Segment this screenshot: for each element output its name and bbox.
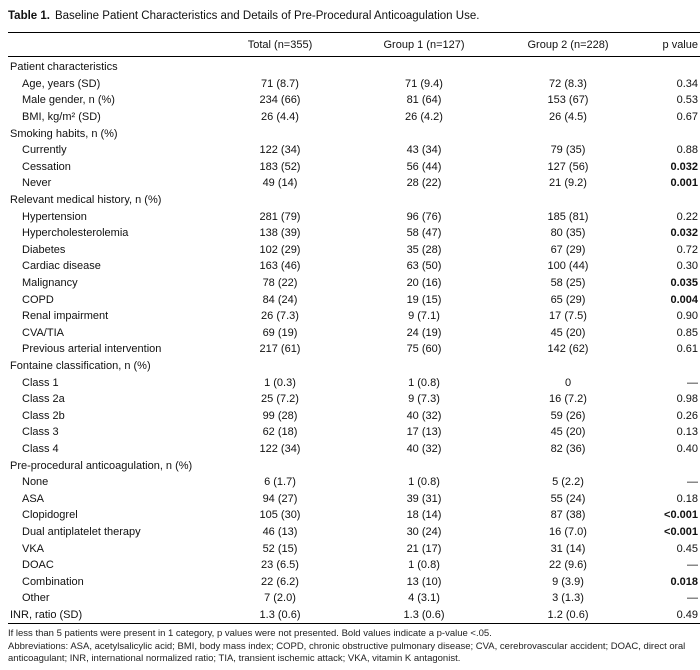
p-value-cell: —: [687, 376, 698, 389]
value-cell: 45 (20): [550, 426, 586, 439]
value-cell: 16 (7.2): [549, 393, 587, 406]
p-value-cell: —: [687, 592, 698, 605]
value-cell: 26 (7.3): [261, 310, 299, 323]
row-label: COPD: [22, 293, 54, 306]
value-cell: 87 (38): [550, 509, 586, 522]
value-cell: 52 (15): [262, 542, 298, 555]
section-row: [8, 125, 700, 142]
value-cell: 102 (29): [259, 243, 301, 256]
p-value-cell: 0.49: [676, 608, 698, 621]
table-row: [8, 225, 700, 242]
table-row: [8, 374, 700, 391]
value-cell: 21 (9.2): [549, 177, 587, 190]
p-value-cell: 0.98: [676, 393, 698, 406]
value-cell: 22 (9.6): [549, 559, 587, 572]
value-cell: 26 (4.4): [261, 111, 299, 124]
value-cell: 105 (30): [259, 509, 301, 522]
value-cell: 81 (64): [406, 94, 442, 107]
baseline-characteristics-table: [8, 32, 700, 624]
value-cell: 19 (15): [406, 293, 442, 306]
table-row: [8, 325, 700, 342]
value-cell: 1 (0.8): [408, 476, 440, 489]
value-cell: 122 (34): [259, 144, 301, 157]
value-cell: 163 (46): [259, 260, 301, 273]
section-row: [8, 457, 700, 474]
table-footnotes: [8, 628, 690, 666]
value-cell: 99 (28): [262, 409, 298, 422]
value-cell: 45 (20): [550, 326, 586, 339]
value-cell: 138 (39): [259, 227, 301, 240]
table-row: [8, 258, 700, 275]
row-label: Class 4: [22, 442, 59, 455]
p-value-cell: 0.13: [676, 426, 698, 439]
table-row: [8, 474, 700, 491]
table-row: [8, 208, 700, 225]
table-row: [8, 424, 700, 441]
row-label: Hypercholesterolemia: [22, 227, 129, 240]
value-cell: 28 (22): [406, 177, 442, 190]
value-cell: 71 (9.4): [405, 77, 443, 90]
value-cell: 1.3 (0.6): [403, 608, 445, 621]
value-cell: 100 (44): [547, 260, 589, 273]
value-cell: 24 (19): [406, 326, 442, 339]
row-label: None: [22, 476, 49, 489]
table-row: [8, 490, 700, 507]
value-cell: 16 (7.0): [549, 525, 587, 538]
value-cell: [352, 125, 496, 142]
value-cell: 234 (66): [259, 94, 301, 107]
p-value-cell: 0.018: [670, 575, 698, 588]
value-cell: 18 (14): [406, 509, 442, 522]
value-cell: 153 (67): [547, 94, 589, 107]
value-cell: 58 (25): [550, 277, 586, 290]
table-body: [8, 57, 700, 624]
value-cell: 13 (10): [406, 575, 442, 588]
row-label: Class 2b: [22, 409, 65, 422]
row-label: BMI, kg/m² (SD): [22, 111, 101, 124]
row-label: Dual antiplatelet therapy: [22, 525, 141, 538]
value-cell: 69 (19): [262, 326, 298, 339]
value-cell: [208, 192, 352, 209]
value-cell: 46 (13): [262, 525, 298, 538]
table-row: [8, 159, 700, 176]
table-row: [8, 242, 700, 259]
value-cell: 56 (44): [406, 160, 442, 173]
p-value-cell: 0.72: [676, 243, 698, 256]
value-cell: [496, 192, 640, 209]
value-cell: [352, 192, 496, 209]
row-label: VKA: [22, 542, 45, 555]
section-label: Patient characteristics: [10, 61, 118, 74]
row-label: ASA: [22, 492, 45, 505]
value-cell: [496, 125, 640, 142]
p-value-cell: 0.001: [670, 177, 698, 190]
table-header: [8, 33, 700, 57]
row-label: Diabetes: [22, 243, 66, 256]
p-value-cell: [640, 457, 700, 474]
value-cell: 23 (6.5): [261, 559, 299, 572]
section-row: [8, 358, 700, 375]
row-label: Class 3: [22, 426, 59, 439]
value-cell: [352, 457, 496, 474]
table-row: [8, 109, 700, 126]
table-row: [8, 391, 700, 408]
table-row: [8, 540, 700, 557]
table-row: [8, 341, 700, 358]
row-label: Male gender, n (%): [22, 94, 115, 107]
row-label: Malignancy: [22, 277, 78, 290]
value-cell: 142 (62): [547, 343, 589, 356]
section-label: Pre-procedural anticoagulation, n (%): [10, 459, 193, 472]
p-value-cell: 0.90: [676, 310, 698, 323]
value-cell: 80 (35): [550, 227, 586, 240]
value-cell: [496, 457, 640, 474]
table-row: [8, 291, 700, 308]
value-cell: [496, 57, 640, 76]
value-cell: 1.3 (0.6): [259, 608, 301, 621]
p-value-cell: [640, 358, 700, 375]
footnote-abbreviations: Abbreviations: ASA, acetylsalicylic acid; BMI, body mass index; COPD, chronic obstructive pulmonary disease; CVA, cerebrovascular accident; DOAC, direct oral anticoagulant; INR, international normalized ratio; TIA, transient ischemic attack; VKA, vitamin K antagonist.: [8, 640, 686, 665]
p-value-cell: [640, 57, 700, 76]
value-cell: [208, 125, 352, 142]
table-row: [8, 507, 700, 524]
value-cell: 65 (29): [550, 293, 586, 306]
value-cell: [496, 358, 640, 375]
table-row: [8, 175, 700, 192]
row-label: Cardiac disease: [22, 260, 101, 273]
value-cell: 62 (18): [262, 426, 298, 439]
p-value-cell: 0.67: [676, 111, 698, 124]
row-label: Class 1: [22, 376, 59, 389]
value-cell: 39 (31): [406, 492, 442, 505]
p-value-cell: —: [687, 476, 698, 489]
value-cell: 6 (1.7): [264, 476, 296, 489]
p-value-cell: <0.001: [664, 525, 698, 538]
table-row: [8, 76, 700, 93]
value-cell: 9 (7.3): [408, 393, 440, 406]
table-row: [8, 607, 700, 624]
value-cell: 82 (36): [550, 442, 586, 455]
value-cell: 96 (76): [406, 210, 442, 223]
row-label: Other: [22, 592, 50, 605]
value-cell: 59 (26): [550, 409, 586, 422]
value-cell: 58 (47): [406, 227, 442, 240]
value-cell: 35 (28): [406, 243, 442, 256]
value-cell: 40 (32): [406, 442, 442, 455]
section-label: Fontaine classification, n (%): [10, 359, 151, 372]
p-value-cell: 0.45: [676, 542, 698, 555]
p-value-cell: 0.61: [676, 343, 698, 356]
section-label: Smoking habits, n (%): [10, 127, 118, 140]
value-cell: 22 (6.2): [261, 575, 299, 588]
value-cell: 63 (50): [406, 260, 442, 273]
value-cell: 78 (22): [262, 277, 298, 290]
value-cell: 217 (61): [259, 343, 301, 356]
p-value-cell: 0.26: [676, 409, 698, 422]
value-cell: [352, 358, 496, 375]
column-header: Total (n=355): [208, 33, 352, 57]
value-cell: [208, 457, 352, 474]
table-row: [8, 92, 700, 109]
row-label: INR, ratio (SD): [10, 608, 83, 621]
row-label: Clopidogrel: [22, 509, 78, 522]
value-cell: 9 (3.9): [552, 575, 584, 588]
table-row: [8, 557, 700, 574]
value-cell: 94 (27): [262, 492, 298, 505]
p-value-cell: 0.88: [676, 144, 698, 157]
row-label: Cessation: [22, 160, 71, 173]
column-header: p value: [640, 33, 700, 57]
row-label: Hypertension: [22, 210, 87, 223]
value-cell: 9 (7.1): [408, 310, 440, 323]
p-value-cell: 0.032: [670, 160, 698, 173]
value-cell: 17 (7.5): [549, 310, 587, 323]
row-label: Never: [22, 177, 52, 190]
value-cell: 30 (24): [406, 525, 442, 538]
value-cell: 40 (32): [406, 409, 442, 422]
p-value-cell: 0.22: [676, 210, 698, 223]
table-row: [8, 573, 700, 590]
value-cell: [208, 57, 352, 76]
p-value-cell: <0.001: [664, 509, 698, 522]
value-cell: 0: [564, 376, 572, 389]
row-label: Previous arterial intervention: [22, 343, 162, 356]
p-value-cell: 0.004: [670, 293, 698, 306]
value-cell: 72 (8.3): [549, 77, 587, 90]
table-title: [8, 9, 690, 23]
row-label: Combination: [22, 575, 84, 588]
value-cell: 1 (0.8): [408, 559, 440, 572]
value-cell: 127 (56): [547, 160, 589, 173]
p-value-cell: [640, 192, 700, 209]
value-cell: 31 (14): [550, 542, 586, 555]
p-value-cell: 0.40: [676, 442, 698, 455]
table-row: [8, 441, 700, 458]
column-header: Group 2 (n=228): [496, 33, 640, 57]
value-cell: 84 (24): [262, 293, 298, 306]
value-cell: 71 (8.7): [261, 77, 299, 90]
p-value-cell: —: [687, 559, 698, 572]
value-cell: 5 (2.2): [552, 476, 584, 489]
table-row: [8, 308, 700, 325]
value-cell: 1 (0.8): [408, 376, 440, 389]
row-label: CVA/TIA: [22, 326, 64, 339]
table-row: [8, 590, 700, 607]
row-label: Currently: [22, 144, 67, 157]
value-cell: 1 (0.3): [264, 376, 296, 389]
table-row: [8, 524, 700, 541]
value-cell: 21 (17): [406, 542, 442, 555]
value-cell: 4 (3.1): [408, 592, 440, 605]
value-cell: 17 (13): [406, 426, 442, 439]
value-cell: 26 (4.5): [549, 111, 587, 124]
value-cell: 67 (29): [550, 243, 586, 256]
table-caption: Baseline Patient Characteristics and Details of Pre-Procedural Anticoagulation Use.: [54, 10, 480, 22]
table-number: Table 1.: [8, 10, 50, 22]
row-label: Renal impairment: [22, 310, 109, 323]
value-cell: [208, 358, 352, 375]
p-value-cell: 0.032: [670, 227, 698, 240]
section-row: [8, 57, 700, 76]
row-label: DOAC: [22, 559, 54, 572]
value-cell: [352, 57, 496, 76]
footnote-pvalue-note: If less than 5 patients were present in 1 category, p values were not presented. Bold values indicate a p-value <.05.: [8, 628, 492, 640]
value-cell: 75 (60): [406, 343, 442, 356]
row-label: Age, years (SD): [22, 77, 101, 90]
value-cell: 26 (4.2): [405, 111, 443, 124]
value-cell: 55 (24): [550, 492, 586, 505]
p-value-cell: 0.18: [676, 492, 698, 505]
p-value-cell: 0.53: [676, 94, 698, 107]
header-row: [8, 33, 700, 57]
p-value-cell: 0.85: [676, 326, 698, 339]
row-label: Class 2a: [22, 393, 65, 406]
value-cell: 3 (1.3): [552, 592, 584, 605]
value-cell: 79 (35): [550, 144, 586, 157]
value-cell: 7 (2.0): [264, 592, 296, 605]
value-cell: 49 (14): [262, 177, 298, 190]
value-cell: 185 (81): [547, 210, 589, 223]
value-cell: 43 (34): [406, 144, 442, 157]
p-value-cell: 0.035: [670, 277, 698, 290]
table-row: [8, 275, 700, 292]
value-cell: 20 (16): [406, 277, 442, 290]
value-cell: 122 (34): [259, 442, 301, 455]
value-cell: 281 (79): [259, 210, 301, 223]
table-row: [8, 142, 700, 159]
value-cell: 183 (52): [259, 160, 301, 173]
p-value-cell: 0.30: [676, 260, 698, 273]
value-cell: 25 (7.2): [261, 393, 299, 406]
column-header: [8, 33, 208, 57]
p-value-cell: [640, 125, 700, 142]
section-row: [8, 192, 700, 209]
p-value-cell: 0.34: [676, 77, 698, 90]
column-header: Group 1 (n=127): [352, 33, 496, 57]
table-row: [8, 407, 700, 424]
section-label: Relevant medical history, n (%): [10, 194, 162, 207]
value-cell: 1.2 (0.6): [547, 608, 589, 621]
